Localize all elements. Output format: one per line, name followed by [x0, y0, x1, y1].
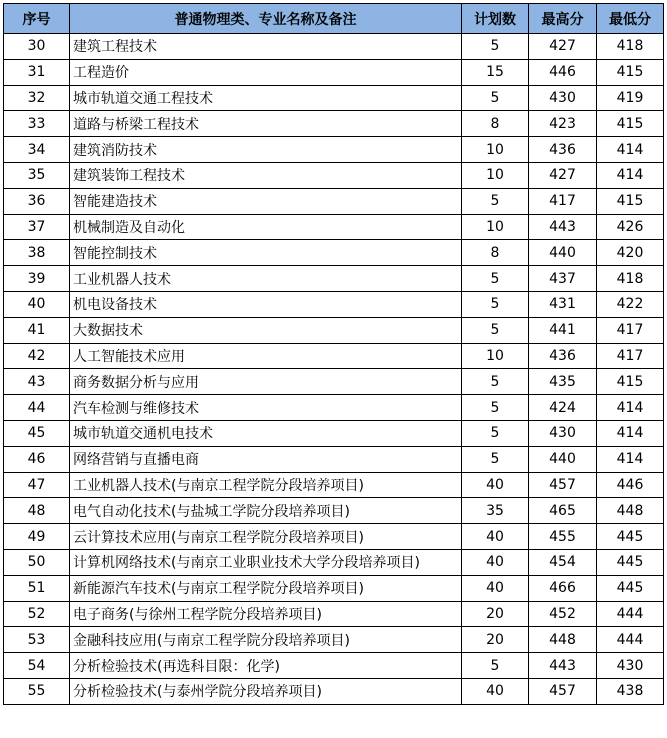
major-name: 建筑消防技术 [70, 137, 462, 163]
row-index: 41 [4, 317, 70, 343]
min-score: 426 [597, 214, 664, 240]
min-score: 418 [597, 34, 664, 60]
header-max-score: 最高分 [529, 4, 597, 34]
table-row [4, 369, 664, 395]
min-score: 444 [597, 601, 664, 627]
major-name: 电子商务(与徐州工程学院分段培养项目) [70, 601, 462, 627]
table-row [4, 472, 664, 498]
row-index: 53 [4, 627, 70, 653]
major-name: 工程造价 [70, 59, 462, 85]
max-score: 440 [529, 240, 597, 266]
row-index: 36 [4, 188, 70, 214]
max-score: 424 [529, 395, 597, 421]
row-index: 40 [4, 291, 70, 317]
major-name: 工业机器人技术(与南京工程学院分段培养项目) [70, 472, 462, 498]
plan-count: 10 [462, 162, 529, 188]
min-score: 422 [597, 291, 664, 317]
major-name: 工业机器人技术 [70, 266, 462, 292]
table-row [4, 266, 664, 292]
min-score: 430 [597, 653, 664, 679]
table-row [4, 395, 664, 421]
row-index: 39 [4, 266, 70, 292]
table-row [4, 188, 664, 214]
max-score: 430 [529, 85, 597, 111]
major-name: 建筑装饰工程技术 [70, 162, 462, 188]
major-name: 机电设备技术 [70, 291, 462, 317]
header-min-score: 最低分 [597, 4, 664, 34]
max-score: 423 [529, 111, 597, 137]
table-row [4, 317, 664, 343]
min-score: 415 [597, 59, 664, 85]
max-score: 457 [529, 472, 597, 498]
max-score: 441 [529, 317, 597, 343]
table-row [4, 575, 664, 601]
max-score: 443 [529, 653, 597, 679]
row-index: 34 [4, 137, 70, 163]
major-name: 云计算技术应用(与南京工程学院分段培养项目) [70, 524, 462, 550]
max-score: 436 [529, 343, 597, 369]
plan-count: 5 [462, 85, 529, 111]
major-name: 机械制造及自动化 [70, 214, 462, 240]
major-name: 智能控制技术 [70, 240, 462, 266]
plan-count: 40 [462, 524, 529, 550]
major-name: 计算机网络技术(与南京工业职业技术大学分段培养项目) [70, 549, 462, 575]
min-score: 414 [597, 162, 664, 188]
table-row [4, 85, 664, 111]
row-index: 42 [4, 343, 70, 369]
row-index: 55 [4, 678, 70, 704]
major-name: 金融科技应用(与南京工程学院分段培养项目) [70, 627, 462, 653]
max-score: 435 [529, 369, 597, 395]
min-score: 414 [597, 137, 664, 163]
max-score: 417 [529, 188, 597, 214]
plan-count: 5 [462, 291, 529, 317]
row-index: 51 [4, 575, 70, 601]
table-row [4, 214, 664, 240]
table-row [4, 601, 664, 627]
plan-count: 5 [462, 653, 529, 679]
plan-count: 35 [462, 498, 529, 524]
plan-count: 5 [462, 369, 529, 395]
plan-count: 5 [462, 188, 529, 214]
table-row [4, 549, 664, 575]
plan-count: 5 [462, 420, 529, 446]
plan-count: 15 [462, 59, 529, 85]
min-score: 415 [597, 111, 664, 137]
max-score: 457 [529, 678, 597, 704]
table-row [4, 446, 664, 472]
max-score: 430 [529, 420, 597, 446]
row-index: 46 [4, 446, 70, 472]
row-index: 30 [4, 34, 70, 60]
header-row [4, 4, 664, 34]
row-index: 45 [4, 420, 70, 446]
row-index: 33 [4, 111, 70, 137]
max-score: 437 [529, 266, 597, 292]
row-index: 44 [4, 395, 70, 421]
table-row [4, 162, 664, 188]
max-score: 454 [529, 549, 597, 575]
plan-count: 8 [462, 240, 529, 266]
plan-count: 5 [462, 317, 529, 343]
min-score: 445 [597, 549, 664, 575]
plan-count: 8 [462, 111, 529, 137]
min-score: 448 [597, 498, 664, 524]
row-index: 47 [4, 472, 70, 498]
table-row [4, 420, 664, 446]
table-row [4, 240, 664, 266]
plan-count: 10 [462, 137, 529, 163]
plan-count: 5 [462, 395, 529, 421]
max-score: 427 [529, 162, 597, 188]
max-score: 455 [529, 524, 597, 550]
row-index: 37 [4, 214, 70, 240]
max-score: 465 [529, 498, 597, 524]
row-index: 52 [4, 601, 70, 627]
plan-count: 10 [462, 214, 529, 240]
row-index: 49 [4, 524, 70, 550]
table-row [4, 34, 664, 60]
min-score: 438 [597, 678, 664, 704]
row-index: 32 [4, 85, 70, 111]
table-row [4, 59, 664, 85]
min-score: 415 [597, 369, 664, 395]
row-index: 48 [4, 498, 70, 524]
plan-count: 40 [462, 549, 529, 575]
max-score: 440 [529, 446, 597, 472]
table-row [4, 343, 664, 369]
plan-count: 10 [462, 343, 529, 369]
min-score: 444 [597, 627, 664, 653]
table-row [4, 111, 664, 137]
header-major-name: 普通物理类、专业名称及备注 [70, 4, 462, 34]
max-score: 446 [529, 59, 597, 85]
table-row [4, 498, 664, 524]
table-row [4, 524, 664, 550]
major-name: 城市轨道交通机电技术 [70, 420, 462, 446]
min-score: 417 [597, 317, 664, 343]
min-score: 420 [597, 240, 664, 266]
major-name: 人工智能技术应用 [70, 343, 462, 369]
max-score: 466 [529, 575, 597, 601]
table-row [4, 137, 664, 163]
min-score: 417 [597, 343, 664, 369]
row-index: 31 [4, 59, 70, 85]
table-body [4, 34, 664, 705]
major-name: 电气自动化技术(与盐城工学院分段培养项目) [70, 498, 462, 524]
plan-count: 20 [462, 627, 529, 653]
min-score: 414 [597, 395, 664, 421]
major-name: 智能建造技术 [70, 188, 462, 214]
table-row [4, 627, 664, 653]
min-score: 414 [597, 420, 664, 446]
max-score: 436 [529, 137, 597, 163]
row-index: 54 [4, 653, 70, 679]
table-row [4, 291, 664, 317]
min-score: 445 [597, 524, 664, 550]
major-name: 新能源汽车技术(与南京工程学院分段培养项目) [70, 575, 462, 601]
min-score: 415 [597, 188, 664, 214]
admission-score-table [3, 3, 664, 705]
major-name: 分析检验技术(再选科目限：化学) [70, 653, 462, 679]
major-name: 网络营销与直播电商 [70, 446, 462, 472]
min-score: 446 [597, 472, 664, 498]
plan-count: 5 [462, 446, 529, 472]
major-name: 城市轨道交通工程技术 [70, 85, 462, 111]
table-row [4, 653, 664, 679]
table-row [4, 678, 664, 704]
row-index: 50 [4, 549, 70, 575]
max-score: 431 [529, 291, 597, 317]
plan-count: 40 [462, 472, 529, 498]
major-name: 分析检验技术(与泰州学院分段培养项目) [70, 678, 462, 704]
plan-count: 40 [462, 678, 529, 704]
header-index: 序号 [4, 4, 70, 34]
max-score: 427 [529, 34, 597, 60]
plan-count: 5 [462, 34, 529, 60]
max-score: 448 [529, 627, 597, 653]
row-index: 35 [4, 162, 70, 188]
major-name: 大数据技术 [70, 317, 462, 343]
major-name: 道路与桥梁工程技术 [70, 111, 462, 137]
max-score: 443 [529, 214, 597, 240]
plan-count: 20 [462, 601, 529, 627]
row-index: 43 [4, 369, 70, 395]
min-score: 418 [597, 266, 664, 292]
header-plan-count: 计划数 [462, 4, 529, 34]
plan-count: 5 [462, 266, 529, 292]
min-score: 445 [597, 575, 664, 601]
plan-count: 40 [462, 575, 529, 601]
major-name: 汽车检测与维修技术 [70, 395, 462, 421]
min-score: 414 [597, 446, 664, 472]
row-index: 38 [4, 240, 70, 266]
major-name: 建筑工程技术 [70, 34, 462, 60]
min-score: 419 [597, 85, 664, 111]
major-name: 商务数据分析与应用 [70, 369, 462, 395]
max-score: 452 [529, 601, 597, 627]
